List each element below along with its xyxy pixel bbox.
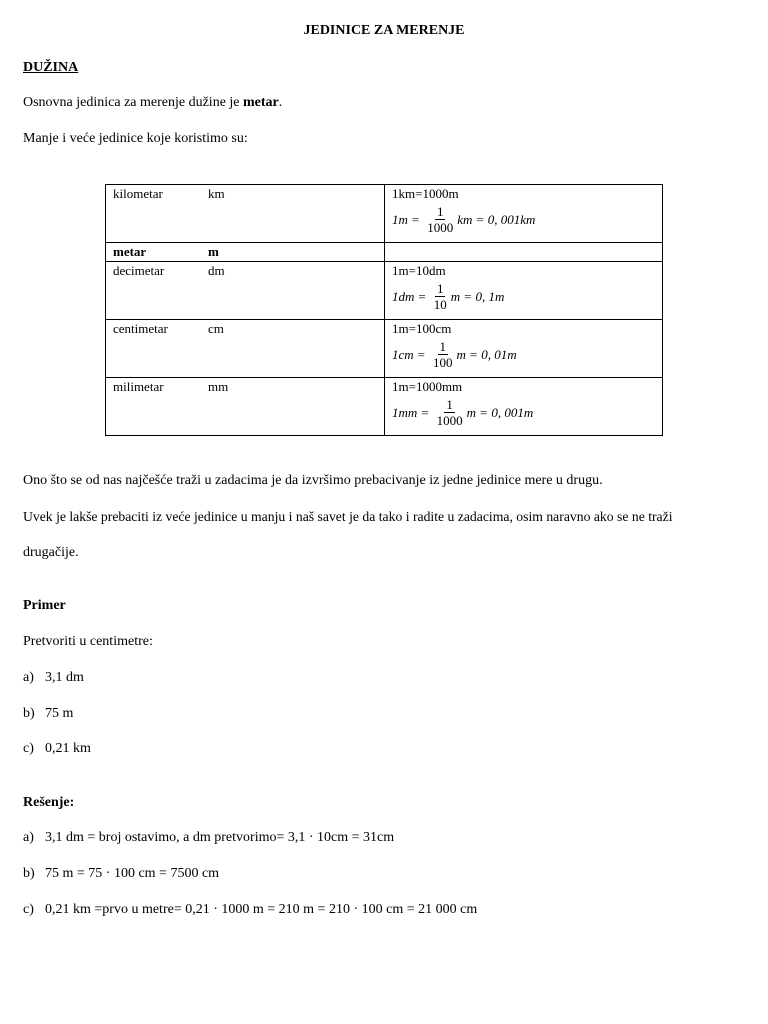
paragraph-2-cont: drugačije. bbox=[23, 545, 79, 560]
unit-name: kilometar bbox=[113, 186, 163, 201]
list-label: b) bbox=[23, 706, 35, 721]
unit-abbr: mm bbox=[208, 379, 229, 394]
list-item bbox=[23, 670, 84, 686]
list-item bbox=[23, 902, 477, 918]
table-row bbox=[106, 185, 663, 243]
list-item bbox=[23, 866, 219, 882]
eq-lhs: 1cm bbox=[392, 346, 414, 362]
intro-text-2: Manje i veće jedinice koje koristimo su: bbox=[23, 131, 248, 146]
eq-lhs: 1dm bbox=[392, 288, 415, 304]
list-item bbox=[23, 706, 73, 722]
fraction-denominator: 100 bbox=[433, 355, 453, 370]
eq-lhs: 1mm bbox=[392, 404, 418, 420]
list-label: a) bbox=[23, 670, 34, 685]
list-text: 0,21 km =prvo u metre= 0,21 · 1000 m = 210 m = 210 · 100 cm = 21 000 cm bbox=[45, 902, 478, 917]
fraction-denominator: 1000 bbox=[436, 413, 463, 428]
equation-fraction: 1m = $\frac{1}{1000}$ km = 0, 001km bbox=[392, 204, 536, 235]
unit-abbr: m bbox=[208, 244, 219, 259]
example-heading: Primer bbox=[23, 598, 66, 613]
eq-rhs: 0, 1m bbox=[475, 288, 505, 304]
example-task: Pretvoriti u centimetre: bbox=[23, 634, 153, 649]
fraction-numerator: 1 bbox=[436, 281, 444, 296]
solution-heading: Rešenje: bbox=[23, 795, 75, 810]
unit-name: metar bbox=[113, 244, 147, 259]
fraction-numerator: 1 bbox=[439, 339, 447, 354]
equation-fraction: 1dm = $\frac{1}{10}$ m = 0, 1m bbox=[392, 281, 505, 312]
equation-top: 1m=10dm bbox=[392, 263, 446, 278]
page-title: JEDINICE ZA MERENJE bbox=[303, 23, 465, 38]
fraction bbox=[431, 339, 455, 370]
list-label: a) bbox=[23, 830, 34, 845]
list-item bbox=[23, 741, 91, 757]
intro-text bbox=[23, 95, 282, 111]
intro-after: . bbox=[278, 95, 283, 110]
equation-fraction: 1cm = $\frac{1}{100}$ m = 0, 01m bbox=[392, 339, 517, 370]
list-text: 3,1 dm = broj ostavimo, a dm pretvorimo= 3,1 · 10cm = 31cm bbox=[45, 830, 395, 845]
units-table bbox=[105, 184, 663, 436]
equation-top: 1m=100cm bbox=[392, 321, 452, 336]
unit-name: decimetar bbox=[113, 263, 165, 278]
unit-abbr: km bbox=[208, 186, 225, 201]
equation-fraction: 1mm = $\frac{1}{1000}$ m = 0, 001m bbox=[392, 397, 534, 428]
list-label: b) bbox=[23, 866, 35, 881]
unit-abbr: cm bbox=[208, 321, 224, 336]
table-row bbox=[106, 320, 663, 378]
section-heading: DUŽINA bbox=[23, 60, 79, 75]
eq-lhs: 1m bbox=[392, 211, 408, 227]
fraction bbox=[432, 281, 449, 312]
equation-top: 1km=1000m bbox=[392, 186, 459, 201]
list-text: 0,21 km bbox=[45, 741, 91, 756]
eq-rhs: 0, 01m bbox=[481, 346, 517, 362]
fraction bbox=[435, 397, 465, 428]
paragraph-1: Ono što se od nas najčešće traži u zadacima je da izvršimo prebacivanje iz jedne jedinice mere u drugu. bbox=[23, 473, 603, 488]
list-text: 75 m bbox=[45, 706, 74, 721]
table-row bbox=[106, 243, 663, 262]
table-row bbox=[106, 378, 663, 436]
eq-unit: m bbox=[456, 346, 466, 362]
list-text: 3,1 dm bbox=[45, 670, 84, 685]
intro-bold-term: metar bbox=[243, 95, 279, 110]
fraction bbox=[425, 204, 455, 235]
fraction-numerator: 1 bbox=[446, 397, 453, 412]
fraction-denominator: 10 bbox=[433, 297, 447, 312]
eq-rhs: 0, 001m bbox=[491, 404, 534, 420]
unit-name: milimetar bbox=[113, 379, 164, 394]
list-item bbox=[23, 830, 394, 846]
intro-before: Osnovna jedinica za merenje dužine je bbox=[23, 95, 244, 110]
list-label: c) bbox=[23, 741, 34, 756]
eq-unit: m bbox=[466, 404, 477, 420]
list-label: c) bbox=[23, 902, 34, 917]
fraction-numerator: 1 bbox=[436, 204, 444, 219]
unit-name: centimetar bbox=[113, 321, 168, 336]
unit-abbr: dm bbox=[208, 263, 225, 278]
eq-rhs: 0, 001km bbox=[487, 211, 536, 227]
table-row bbox=[106, 262, 663, 320]
paragraph-2: Uvek je lakše prebaciti iz veće jedinice u manju i naš savet je da tako i radite u zadacima, osim naravno ako se ne traži bbox=[23, 509, 673, 524]
eq-unit: m bbox=[450, 288, 461, 304]
eq-unit: km bbox=[457, 211, 473, 227]
equation-top: 1m=1000mm bbox=[392, 379, 463, 394]
list-text: 75 m = 75 · 100 cm = 7500 cm bbox=[45, 866, 220, 881]
fraction-denominator: 1000 bbox=[427, 220, 454, 235]
